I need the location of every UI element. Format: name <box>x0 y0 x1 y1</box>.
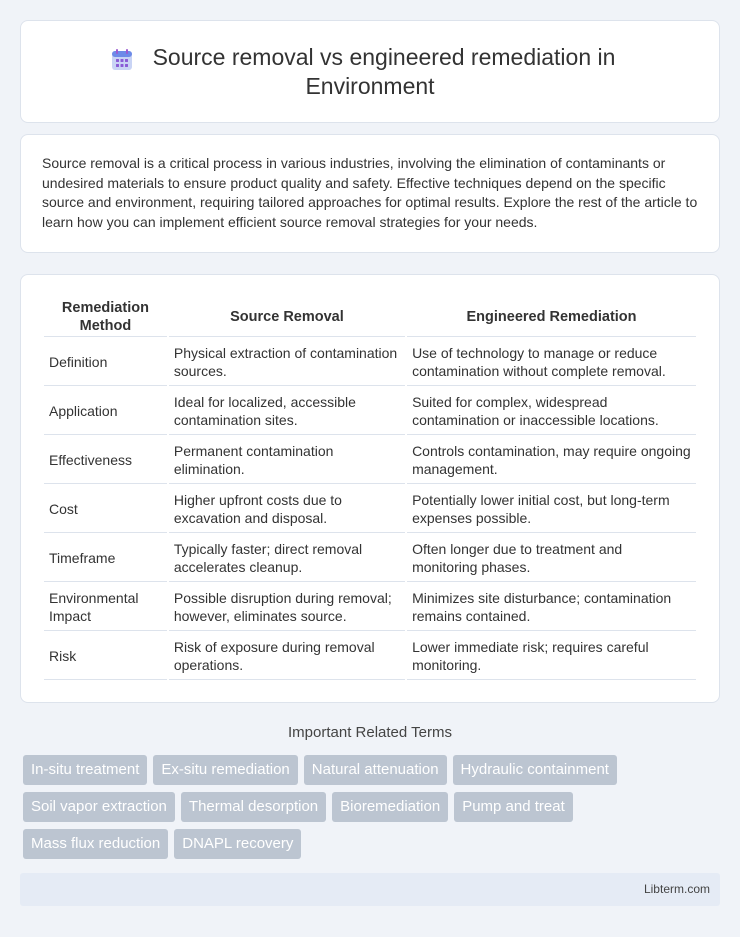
comparison-card <box>20 274 720 703</box>
table-cell: Application <box>44 388 167 435</box>
table-row <box>44 486 696 533</box>
comparison-table <box>42 295 698 682</box>
page-title-line1: Source removal vs engineered remediation in <box>152 44 616 70</box>
related-term-tag[interactable]: Mass flux reduction <box>23 829 168 859</box>
table-row <box>44 437 696 484</box>
table-cell: Permanent contamination elimination. <box>169 437 405 484</box>
page-title-line2: Environment <box>305 73 435 99</box>
title-card <box>20 20 720 123</box>
table-cell: Controls contamination, may require ongoing management. <box>407 437 696 484</box>
related-term-tag[interactable]: In-situ treatment <box>23 755 147 785</box>
table-cell: Typically faster; direct removal accelerates cleanup. <box>169 535 405 582</box>
related-term-tag[interactable]: Ex-situ remediation <box>153 755 297 785</box>
table-cell: Lower immediate risk; requires careful monitoring. <box>407 633 696 680</box>
table-cell: Possible disruption during removal; however, eliminates source. <box>169 584 405 631</box>
related-term-tag[interactable]: Hydraulic containment <box>453 755 617 785</box>
column-header: Remediation Method <box>44 297 167 337</box>
table-cell: Often longer due to treatment and monitoring phases. <box>407 535 696 582</box>
column-header: Source Removal <box>169 297 405 337</box>
related-terms-heading: Important Related Terms <box>288 724 452 741</box>
table-row <box>44 584 696 631</box>
table-cell: Suited for complex, widespread contamination or inaccessible locations. <box>407 388 696 435</box>
table-row <box>44 339 696 386</box>
table-cell: Physical extraction of contamination sources. <box>169 339 405 386</box>
related-term-tag[interactable]: Pump and treat <box>454 792 573 822</box>
table-cell: Use of technology to manage or reduce contamination without complete removal. <box>407 339 696 386</box>
table-cell: Cost <box>44 486 167 533</box>
related-term-tag[interactable]: Natural attenuation <box>304 755 447 785</box>
table-row <box>44 388 696 435</box>
table-cell: Minimizes site disturbance; contamination remains contained. <box>407 584 696 631</box>
column-header: Engineered Remediation <box>407 297 696 337</box>
table-cell: Potentially lower initial cost, but long-term expenses possible. <box>407 486 696 533</box>
table-cell: Effectiveness <box>44 437 167 484</box>
table-cell: Ideal for localized, accessible contamination sites. <box>169 388 405 435</box>
related-term-tag[interactable]: Soil vapor extraction <box>23 792 175 822</box>
table-cell: Definition <box>44 339 167 386</box>
table-cell: Timeframe <box>44 535 167 582</box>
table-cell: Risk <box>44 633 167 680</box>
footer-brand-link[interactable]: Libterm.com <box>643 882 710 896</box>
tag-row <box>23 755 703 785</box>
table-header-row <box>44 297 696 337</box>
intro-paragraph: Source removal is a critical process in various industries, involving the elimination of contaminants or undesired materials to ensure product quality and safety. Effective techniques depend on the specific source and environment, requiring tailored approaches for optimal results. Explore the rest of the article to learn how you can implement efficient source removal strategies for your needs. <box>42 155 698 230</box>
related-terms-list <box>23 755 703 866</box>
tag-row <box>23 792 703 822</box>
table-cell: Risk of exposure during removal operations. <box>169 633 405 680</box>
table-cell: Higher upfront costs due to excavation and disposal. <box>169 486 405 533</box>
related-term-tag[interactable]: DNAPL recovery <box>174 829 301 859</box>
table-row <box>44 535 696 582</box>
tag-row <box>23 829 703 859</box>
related-term-tag[interactable]: Thermal desorption <box>181 792 326 822</box>
page-title <box>21 43 719 101</box>
table-cell: Environmental Impact <box>44 584 167 631</box>
intro-card <box>20 134 720 253</box>
related-term-tag[interactable]: Bioremediation <box>332 792 448 822</box>
table-row <box>44 633 696 680</box>
footer <box>20 873 720 906</box>
